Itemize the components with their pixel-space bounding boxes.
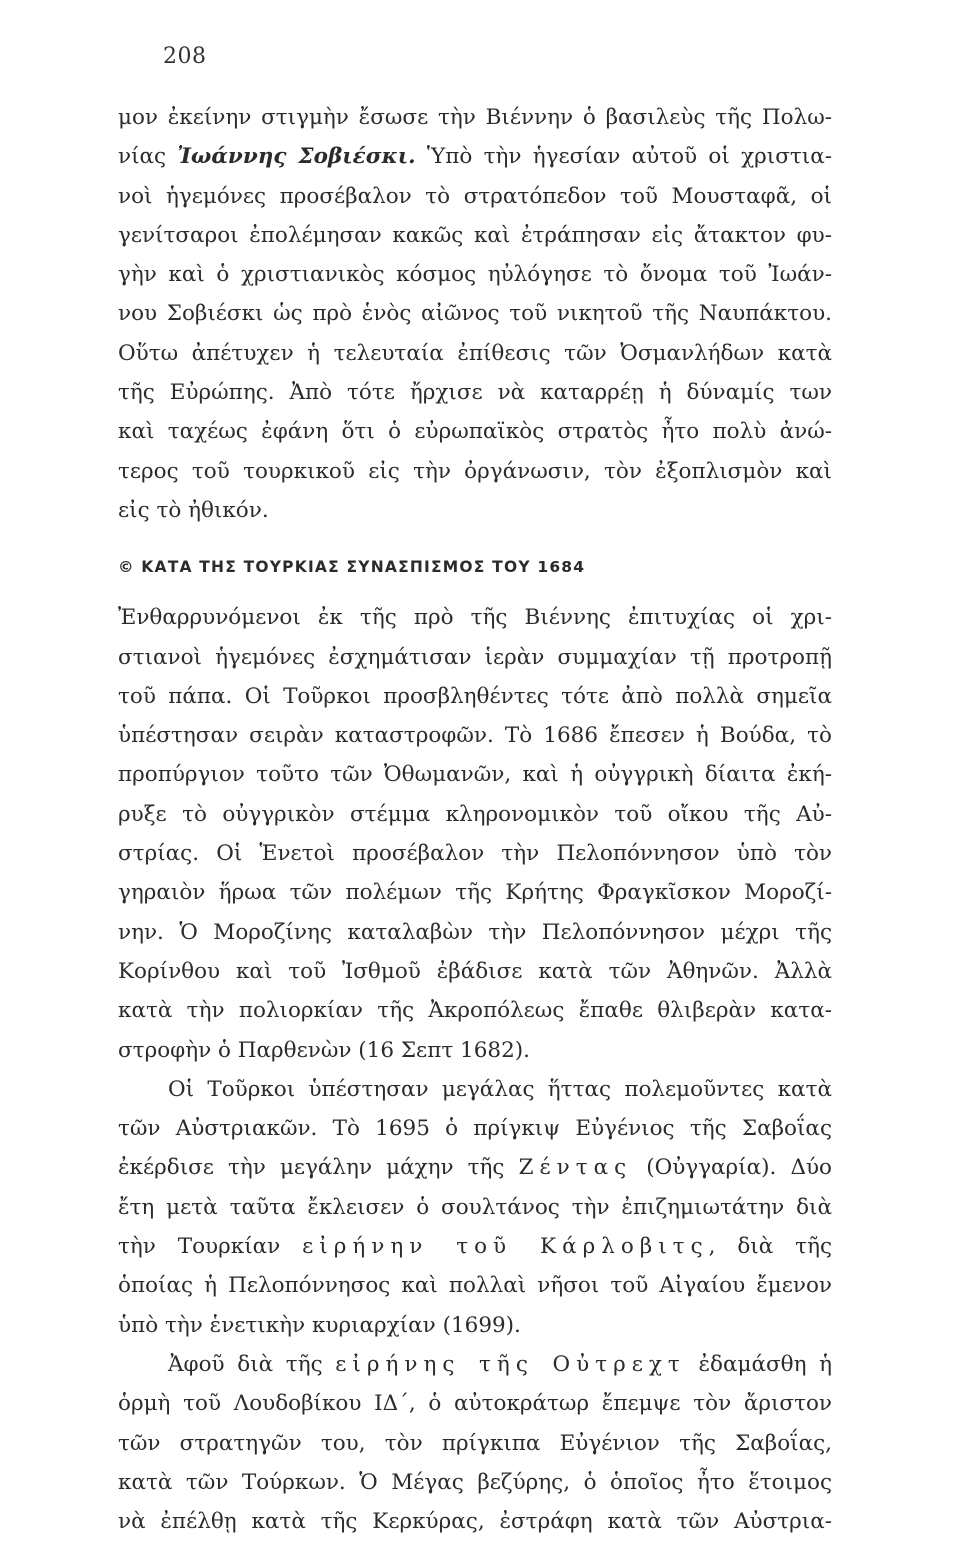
- text-line: ρυξε τὸ οὐγγρικὸν στέμμα κληρονομικὸν τοῦ οἴκου τῆς Αὐ-: [118, 801, 832, 827]
- text-line: προπύργιον τοῦτο τῶν Ὀθωμανῶν, καὶ ἡ οὐγγρικὴ δίαιτα ἐκή-: [118, 762, 832, 788]
- text-fragment: , διὰ τῆς: [708, 1234, 832, 1260]
- paragraph: [118, 598, 832, 1070]
- text-fragment: ἐκέρδισε τὴν μεγάλην μάχην τῆς: [118, 1155, 519, 1181]
- text-line: στρίας. Οἱ Ἑνετοὶ προσέβαλον τὴν Πελοπόννησον ὑπὸ τὸν: [118, 841, 832, 867]
- text-line: νὰ ἐπέλθῃ κατὰ τῆς Κερκύρας, ἐστράφη κατὰ τῶν Αὐστρια-: [118, 1509, 832, 1535]
- text-line: γενίτσαροι ἐπολέμησαν κακῶς καὶ ἐτράπησαν εἰς ἄτακτον φυ-: [118, 222, 832, 248]
- text-line: τοῦ πάπα. Οἱ Τοῦρκοι προσβληθέντες τότε ἀπὸ πολλὰ σημεῖα: [118, 683, 832, 709]
- text-line: γὴν καὶ ὁ χριστιανικὸς κόσμος ηὐλόγησε τὸ ὄνομα τοῦ Ἰωάν-: [118, 262, 832, 288]
- text-fragment: Ὑπὸ τὴν ἡγεσίαν αὐτοῦ οἱ χριστια-: [415, 144, 832, 170]
- text-line: Οὕτω ἀπέτυχεν ἡ τελευταία ἐπίθεσις τῶν Ὀσμανλήδων κατὰ: [118, 340, 832, 366]
- text-line: καὶ ταχέως ἐφάνη ὅτι ὁ εὐρωπαϊκὸς στρατὸς ἦτο πολὺ ἀνώ-: [118, 419, 832, 445]
- text-line: [118, 137, 832, 176]
- text-line: κατὰ τὴν πολιορκίαν τῆς Ἀκροπόλεως ἔπαθε θλιβερὰν κατα-: [118, 998, 832, 1024]
- text-line: νου Σοβιέσκι ὡς πρὸ ἑνὸς αἰῶνος τοῦ νικητοῦ τῆς Ναυπάκτου.: [118, 301, 832, 327]
- text-line: νην. Ὁ Μοροζίνης καταλαβὼν τὴν Πελοπόννησον μέχρι τῆς: [118, 919, 832, 945]
- text-fragment: (Οὐγγαρία). Δύο: [632, 1155, 832, 1181]
- text-line: ὑπὸ τὴν ἑνετικὴν κυριαρχίαν (1699).: [118, 1312, 521, 1338]
- text-line: τῶν στρατηγῶν του, τὸν πρίγκιπα Εὐγένιον τῆς Σαβοΐας,: [118, 1430, 832, 1456]
- text-line: [118, 1227, 832, 1266]
- text-line: τῶν Αὐστριακῶν. Τὸ 1695 ὁ πρίγκιψ Εὐγένιος τῆς Σαβοΐας: [118, 1116, 832, 1142]
- text-line: [118, 1148, 832, 1187]
- text-line: τῆς Εὐρώπης. Ἀπὸ τότε ἤρχισε νὰ καταρρέῃ ἡ δύναμίς των: [118, 380, 832, 406]
- text-fragment: νίας: [118, 144, 178, 170]
- text-line: ἔτη μετὰ ταῦτα ἔκλεισεν ὁ σουλτάνος τὴν ἐπιζημιωτάτην διὰ: [118, 1194, 832, 1220]
- paragraph: [118, 1070, 832, 1345]
- text-fragment: ἐδαμάσθη ἡ: [685, 1351, 832, 1377]
- emphasized-name: Ἰωάννης Σοβιέσκι.: [177, 144, 416, 170]
- text-line: ὁρμὴ τοῦ Λουδοβίκου ΙΔ΄, ὁ αὐτοκράτωρ ἔπεμψε τὸν ἄριστον: [118, 1391, 832, 1417]
- text-line: στιανοὶ ἡγεμόνες ἐσχημάτισαν ἱερὰν συμμαχίαν τῇ προτροπῇ: [118, 644, 832, 670]
- text-line: [118, 1345, 832, 1384]
- page-number: 208: [163, 44, 207, 69]
- text-fragment: Ἀφοῦ διὰ τῆς: [168, 1351, 336, 1377]
- text-line: στροφὴν ὁ Παρθενὼν (16 Σεπτ 1682).: [118, 1037, 530, 1063]
- spaced-treaty-name: εἰρήνης τῆς Οὐτρεχτ: [335, 1351, 686, 1377]
- text-line: Οἱ Τοῦρκοι ὑπέστησαν μεγάλας ἥττας πολεμοῦντες κατὰ: [168, 1076, 832, 1102]
- spaced-place-name: Ζέντας: [518, 1155, 633, 1181]
- paragraph: [118, 1345, 832, 1541]
- text-line: γηραιὸν ἥρωα τῶν πολέμων τῆς Κρήτης Φραγκῖσκον Μοροζί-: [118, 880, 832, 906]
- text-line: τερος τοῦ τουρκικοῦ εἰς τὴν ὀργάνωσιν, τὸν ἐξοπλισμὸν καὶ: [118, 458, 832, 484]
- text-line: εἰς τὸ ἠθικόν.: [118, 497, 269, 523]
- section-heading: © ΚΑΤΑ ΤΗΣ ΤΟΥΡΚΙΑΣ ΣΥΝΑΣΠΙΣΜΟΣ ΤΟΥ 1684: [118, 558, 586, 577]
- spaced-treaty-name: εἰρήνην τοῦ Κάρλοβιτς: [302, 1234, 709, 1260]
- text-line: ὁποίας ἡ Πελοπόννησος καὶ πολλαὶ νῆσοι τοῦ Αἰγαίου ἔμενον: [118, 1273, 832, 1299]
- paragraph: [118, 98, 832, 530]
- page-body: [118, 98, 832, 1541]
- text-line: Ἐνθαρρυνόμενοι ἐκ τῆς πρὸ τῆς Βιέννης ἐπιτυχίας οἱ χρι-: [118, 605, 832, 631]
- text-line: νοὶ ἡγεμόνες προσέβαλον τὸ στρατόπεδον τοῦ Μουσταφᾶ, οἱ: [118, 183, 832, 209]
- text-line: ὑπέστησαν σειρὰν καταστροφῶν. Τὸ 1686 ἔπεσεν ἡ Βούδα, τὸ: [118, 723, 832, 749]
- text-line: Κορίνθου καὶ τοῦ Ἰσθμοῦ ἐβάδισε κατὰ τῶν Ἀθηνῶν. Ἀλλὰ: [118, 958, 832, 984]
- text-fragment: τὴν Τουρκίαν: [118, 1234, 303, 1260]
- text-line: κατὰ τῶν Τούρκων. Ὁ Μέγας βεζύρης, ὁ ὁποῖος ἦτο ἕτοιμος: [118, 1469, 832, 1495]
- text-line: μον ἐκείνην στιγμὴν ἔσωσε τὴν Βιέννην ὁ βασιλεὺς τῆς Πολω-: [118, 105, 832, 130]
